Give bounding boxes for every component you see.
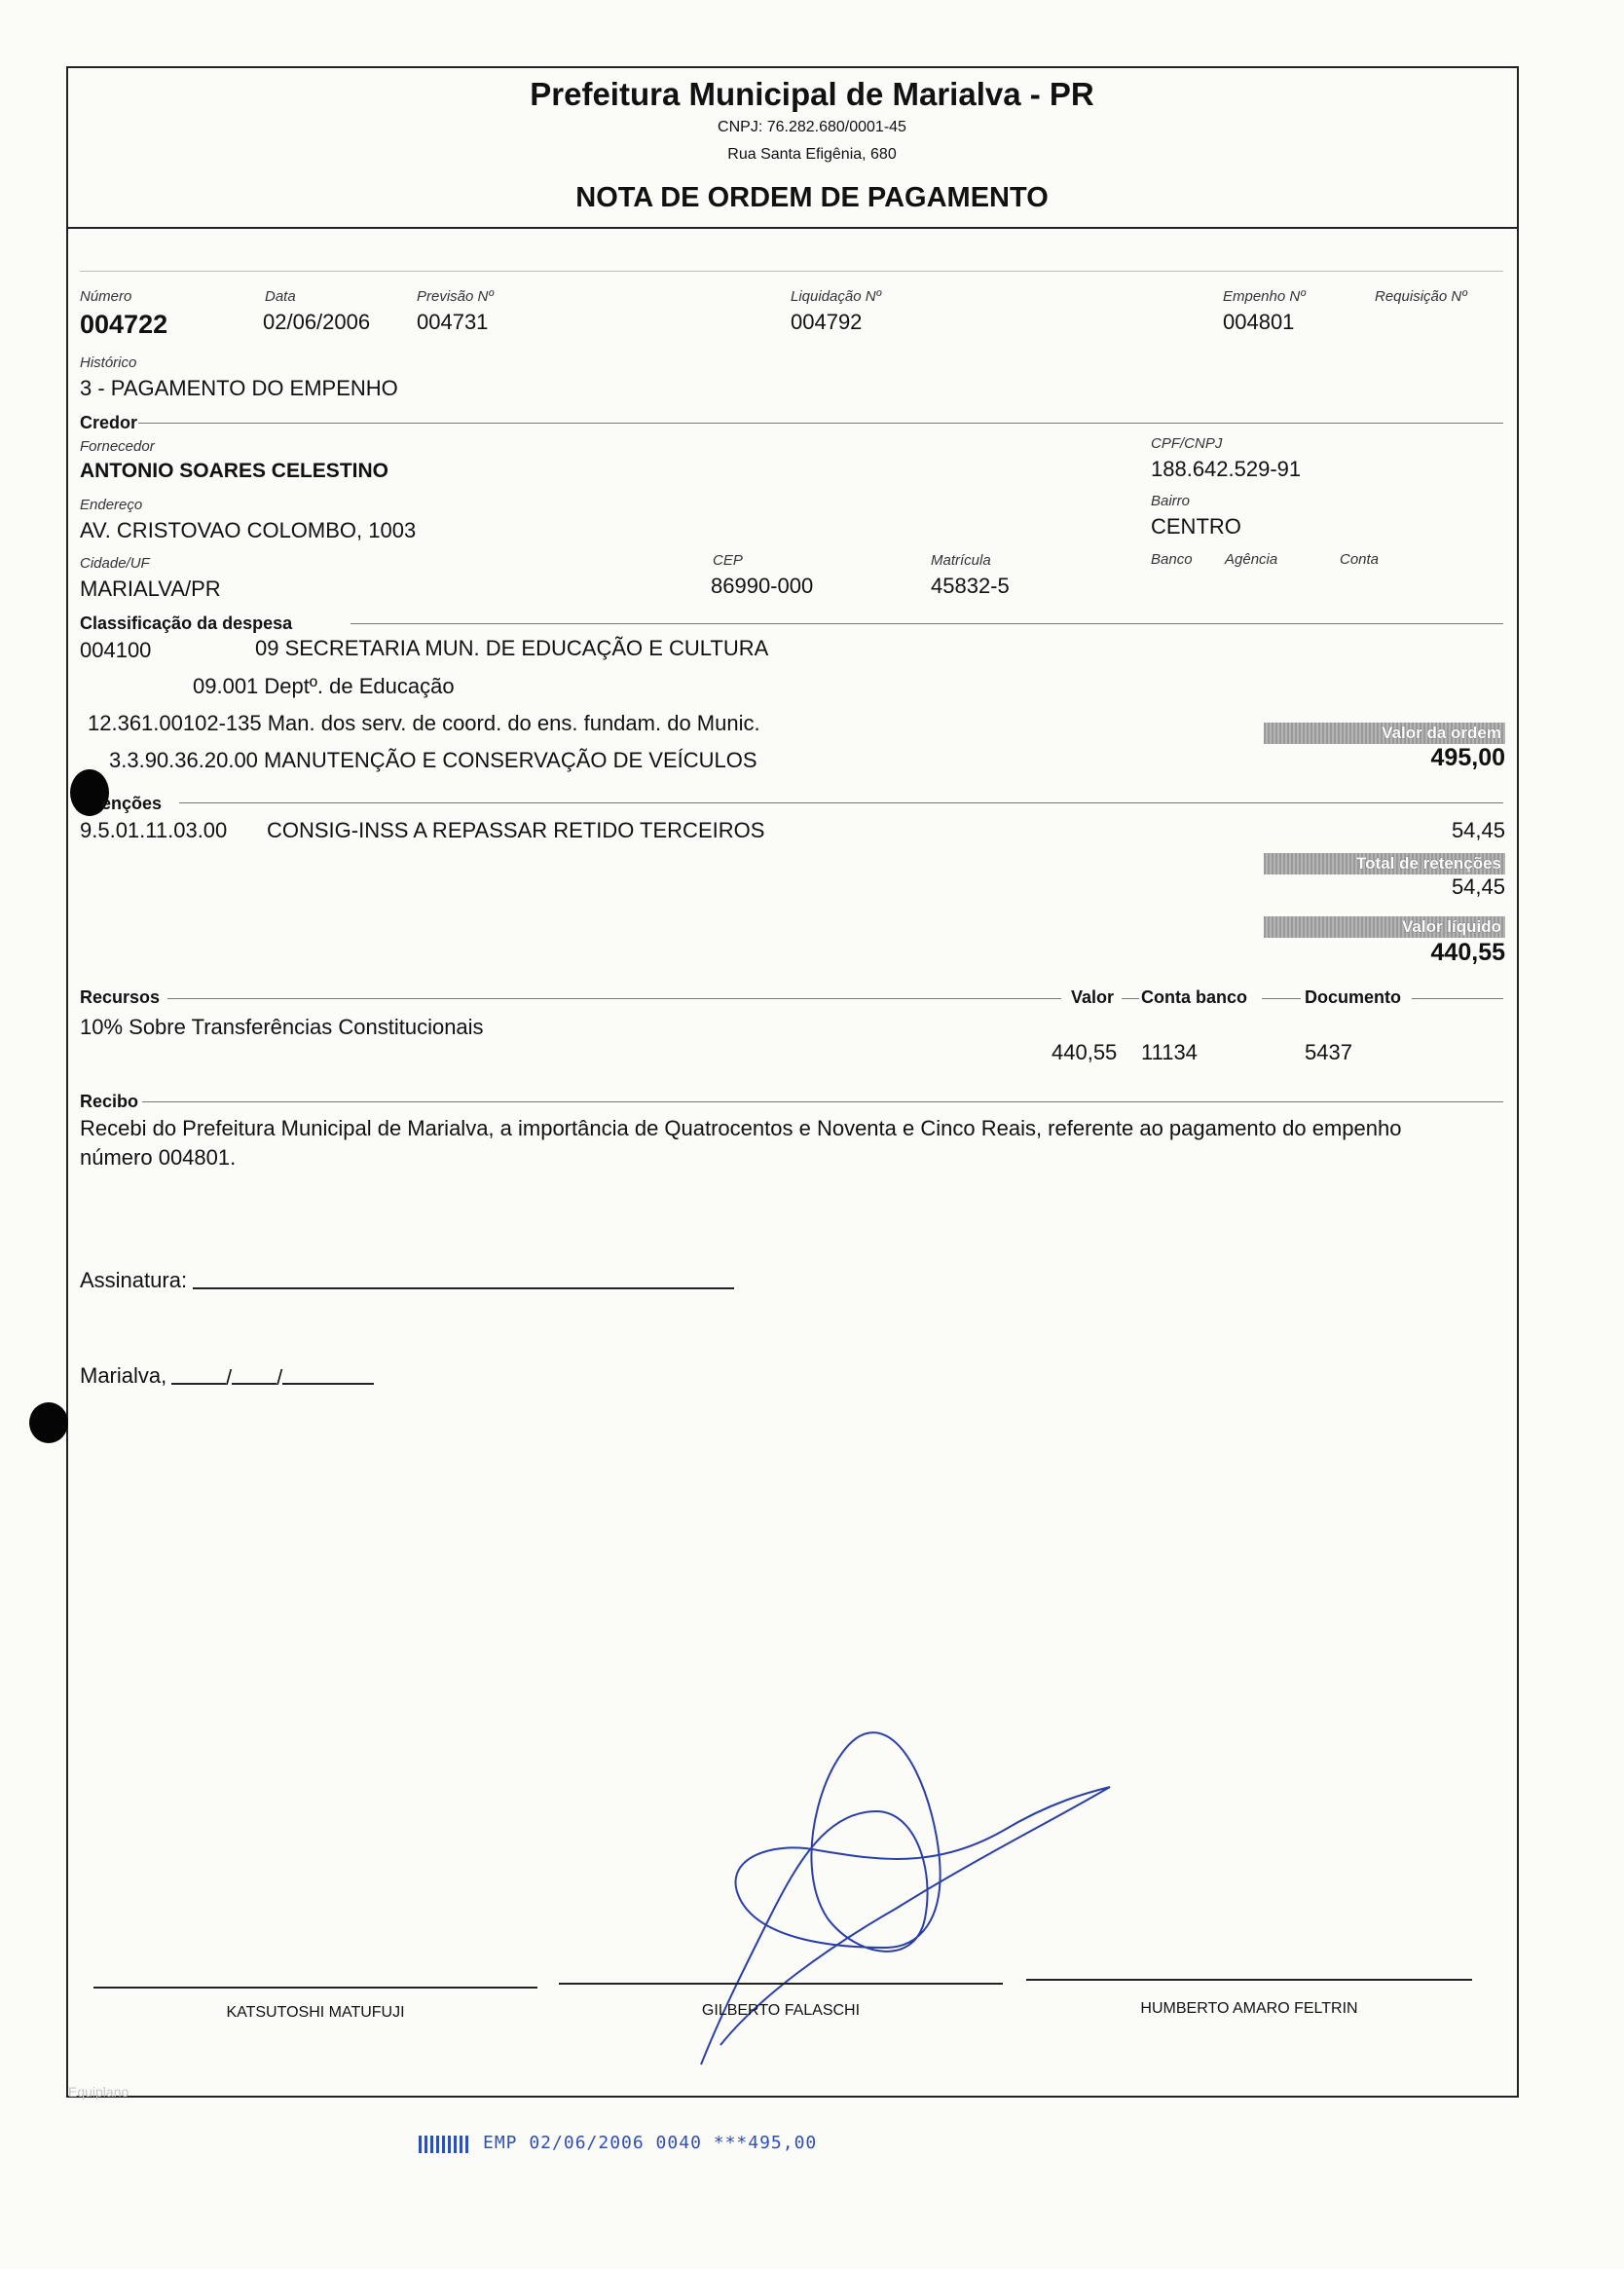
total-retencoes-bar [1264,853,1505,874]
classificacao-program: 12.361.00102-135 Man. dos serv. de coord. do ens. fundam. do Munic. [88,711,760,735]
retencao-code: 9.5.01.11.03.00 [80,818,228,842]
classificacao-rule [351,623,1503,624]
total-retencoes-value: 54,45 [1451,874,1505,899]
cpf-label: CPF/CNPJ [1151,435,1223,452]
recursos-rule [167,998,1061,999]
recursos-conta-label: Conta banco [1141,987,1248,1007]
punch-hole-bottom [29,1402,68,1443]
fornecedor-value: ANTONIO SOARES CELESTINO [80,460,388,482]
valor-ordem-value: 495,00 [1430,744,1505,771]
agencia-label: Agência [1225,551,1278,568]
previsao-value: 004731 [417,310,489,334]
recursos-section: Recursos [80,987,161,1007]
cidade-label: Cidade/UF [80,555,150,572]
recursos-valor: 440,55 [1052,1040,1118,1064]
footer-stamp [419,2133,817,2153]
cep-value: 86990-000 [711,574,814,598]
cnpj: CNPJ: 76.282.680/0001-45 [718,119,906,135]
previsao-label: Previsão Nº [417,288,494,305]
recursos-conta: 11134 [1141,1040,1198,1064]
signature-line-3 [1026,1979,1472,1981]
recibo-rule [142,1101,1503,1102]
retencao-value: 54,45 [1451,818,1505,842]
handwritten-signature [682,1724,1120,2074]
document-title: NOTA DE ORDEM DE PAGAMENTO [575,182,1049,213]
recibo-section: Recibo [80,1092,139,1111]
data-label: Data [265,288,296,305]
requisicao-label: Requisição Nº [1375,288,1467,305]
stamp-text: EMP 02/06/2006 0040 ***495,00 [483,2133,818,2153]
signature-name-1: KATSUTOSHI MATUFUJI [226,2004,405,2021]
header-separator [66,227,1519,229]
matricula-value: 45832-5 [931,574,1010,598]
matricula-label: Matrícula [931,552,991,569]
signature-name-2: GILBERTO FALASCHI [701,2002,861,2019]
stamp-icon [419,2136,469,2153]
retencoes-section: enções [101,794,163,813]
conta-label: Conta [1340,551,1380,568]
empenho-label: Empenho Nº [1223,288,1306,305]
retencao-desc: CONSIG-INSS A REPASSAR RETIDO TERCEIROS [267,818,765,842]
cep-label: CEP [713,552,743,569]
data-value: 02/06/2006 [263,310,371,334]
recursos-rule-4 [1412,998,1503,999]
recursos-valor-label: Valor [1071,987,1115,1007]
recibo-line-2: número 004801. [80,1145,237,1170]
historico-label: Histórico [80,354,137,371]
signature-name-3: HUMBERTO AMARO FELTRIN [1140,2000,1358,2017]
liquidacao-label: Liquidação Nº [791,288,882,305]
cidade-value: MARIALVA/PR [80,577,221,601]
signature-line-1 [93,1987,537,1989]
classificacao-org: 09 SECRETARIA MUN. DE EDUCAÇÃO E CULTURA [255,636,769,660]
empenho-value: 004801 [1223,310,1295,334]
assinatura-line [193,1287,734,1289]
brand-watermark: Equiplano [68,2084,129,2100]
recursos-documento-label: Documento [1305,987,1401,1007]
valor-liquido-label: Valor líquido [1401,917,1501,936]
fornecedor-label: Fornecedor [80,438,155,455]
classificacao-code: 004100 [80,638,152,662]
recibo-line-1: Recebi do Prefeitura Municipal de Marialva, a importância de Quatrocentos e Noventa e Cinco Reais, referente ao pagamento do empenho [80,1116,1402,1140]
recursos-rule-2 [1122,998,1139,999]
marialva-label: Marialva, [80,1363,167,1388]
endereco-value: AV. CRISTOVAO COLOMBO, 1003 [80,518,417,542]
classificacao-section: Classificação da despesa [80,614,293,633]
municipality-title: Prefeitura Municipal de Marialva - PR [530,76,1094,112]
historico-value: 3 - PAGAMENTO DO EMPENHO [80,376,398,400]
address: Rua Santa Efigênia, 680 [727,146,897,163]
numero-value: 004722 [80,310,168,339]
valor-ordem-label: Valor da ordem [1382,724,1501,742]
endereco-label: Endereço [80,497,143,513]
liquidacao-value: 004792 [791,310,863,334]
banco-label: Banco [1151,551,1193,568]
assinatura-label: Assinatura: [80,1268,188,1292]
classificacao-unit: 09.001 Deptº. de Educação [193,674,455,698]
bairro-value: CENTRO [1151,514,1241,539]
numero-label: Número [80,288,132,305]
credor-section: Credor [80,413,138,432]
classificacao-element: 3.3.90.36.20.00 MANUTENÇÃO E CONSERVAÇÃO DE VEÍCULOS [109,748,757,772]
cpf-value: 188.642.529-91 [1151,457,1302,481]
date-blank: / / [171,1363,374,1391]
divider [80,271,1503,272]
valor-liquido-bar [1264,916,1505,938]
signature-line-2 [559,1983,1003,1985]
recursos-desc: 10% Sobre Transferências Constitucionais [80,1015,484,1039]
total-retencoes-label: Total de retenções [1356,854,1501,873]
credor-rule [138,423,1503,424]
recursos-rule-3 [1262,998,1301,999]
valor-ordem-bar [1264,723,1505,744]
recursos-documento: 5437 [1305,1040,1352,1064]
bairro-label: Bairro [1151,493,1191,509]
retencoes-rule [179,802,1503,803]
valor-liquido-value: 440,55 [1430,939,1505,966]
